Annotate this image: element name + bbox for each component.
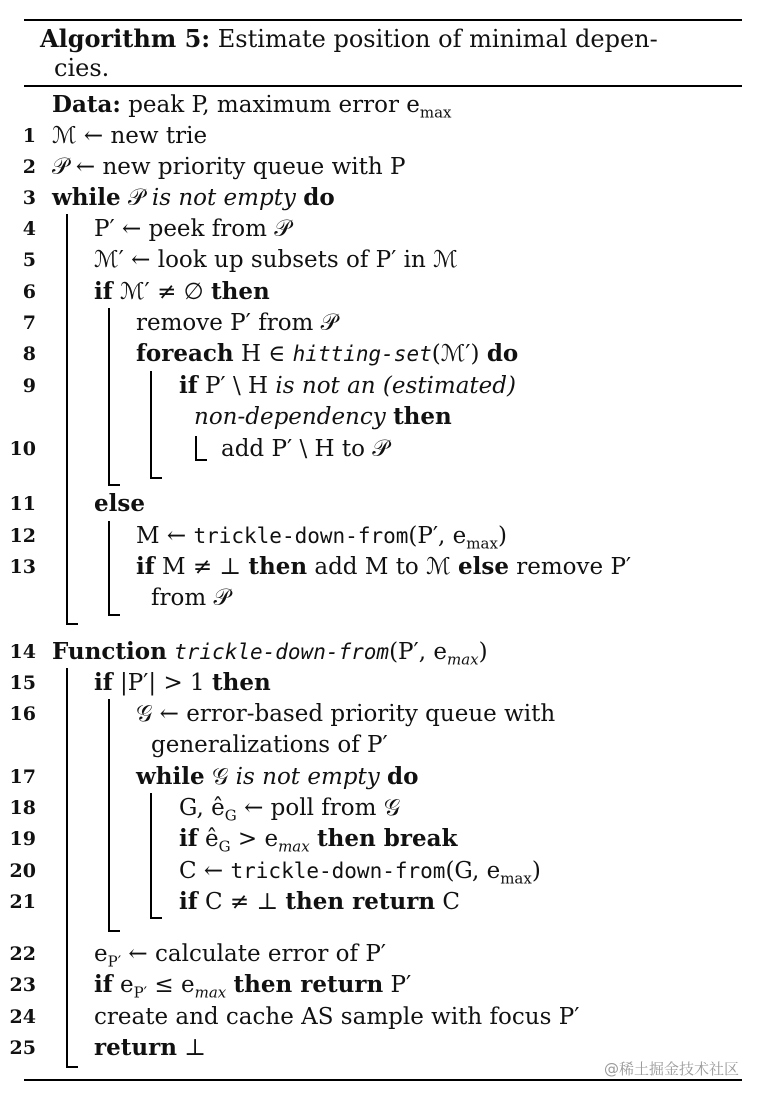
line-number: 1 (22, 125, 36, 147)
line-text: create and cache AS sample with focus P′ (94, 1004, 580, 1030)
keyword: do (486, 340, 519, 367)
keyword: then (212, 669, 271, 696)
foreach-block-bar (150, 371, 152, 478)
line-number: 9 (22, 375, 36, 397)
line-number: 16 (9, 703, 36, 725)
data-sub: max (419, 103, 452, 122)
condition: is not empty (151, 185, 296, 211)
line-number: 18 (9, 797, 36, 819)
expr: ← calculate error of P′ (121, 941, 387, 967)
expr: C ≠ ⊥ (204, 889, 279, 915)
function-name: hitting-set (292, 342, 432, 366)
algorithm-title: Estimate position of minimal depen- (217, 25, 658, 53)
expr: ê (204, 826, 219, 852)
keyword: do (387, 763, 419, 790)
line-number: 11 (9, 493, 36, 515)
expr: ← poll from 𝒢 (236, 795, 401, 821)
expr: 𝒫 (127, 185, 145, 211)
keyword: then (211, 278, 270, 305)
expr: ) (497, 523, 507, 549)
subscript: G (218, 837, 231, 856)
expr: C ← (179, 858, 224, 884)
line-text: from 𝒫 (151, 585, 231, 611)
keyword: then break (317, 825, 458, 852)
caption-rule (24, 85, 742, 87)
expr: ) (478, 639, 488, 665)
keyword: if (179, 372, 198, 399)
expr: ℳ′ ≠ ∅ (119, 279, 204, 305)
keyword: then (393, 403, 452, 430)
line-text: add P′ \ H to 𝒫 (221, 436, 389, 462)
keyword: Function (52, 638, 167, 665)
while-block-bar (66, 214, 68, 624)
keyword: then return (233, 971, 384, 998)
line-text: remove P′ from 𝒫 (136, 310, 338, 336)
keyword: if (94, 669, 113, 696)
bottom-rule (24, 1079, 742, 1081)
subscript: max (466, 534, 498, 553)
line-text: ℳ′ ← look up subsets of P′ in ℳ (94, 247, 458, 273)
keyword: if (94, 278, 113, 305)
expr: ≤ e (147, 972, 195, 998)
algorithm-label: Algorithm 5: (40, 24, 211, 53)
expr: 𝒢 (211, 764, 229, 790)
function-block-bar (66, 668, 68, 1067)
subscript: P′ (133, 983, 148, 1002)
function-name: trickle-down-from (193, 524, 409, 548)
line-number: 24 (9, 1006, 36, 1028)
expr: H ∈ (240, 341, 286, 367)
inner-while-bar (150, 793, 152, 918)
if-block-bar (108, 308, 110, 485)
inner-if-bar (195, 436, 197, 460)
while-block-end (66, 623, 78, 625)
expr: > e (230, 826, 279, 852)
inner-if-end (195, 459, 207, 461)
else-block-bar (108, 521, 110, 615)
keyword: if (94, 971, 113, 998)
expr: |P′| > 1 (119, 670, 205, 696)
expr: (G, e (445, 858, 501, 884)
line-text: ℳ ← new trie (52, 123, 208, 149)
line-number: 2 (22, 156, 36, 178)
function-name: trickle-down-from (174, 640, 390, 664)
line-number: 14 (9, 641, 36, 663)
keyword: else (94, 490, 145, 517)
keyword: while (136, 763, 205, 790)
line-number: 22 (9, 943, 36, 965)
keyword: do (303, 184, 335, 211)
line-number: 5 (22, 249, 36, 271)
top-rule (24, 19, 742, 21)
inner-while-end (150, 917, 162, 919)
line-number: 10 (9, 438, 36, 460)
function-block-end (66, 1066, 78, 1068)
line-text: 𝒢 ← error-based priority queue with (136, 701, 556, 727)
expr: (ℳ′) (431, 341, 480, 367)
expr: P′ \ H (204, 373, 269, 399)
line-number: 4 (22, 218, 36, 240)
keyword: foreach (136, 340, 234, 367)
if-size-block-bar (108, 699, 110, 931)
keyword: else (458, 553, 509, 580)
line-number: 3 (22, 187, 36, 209)
keyword: if (179, 888, 198, 915)
condition: is not an (estimated) (275, 373, 516, 399)
expr: G, ê (179, 795, 225, 821)
line-number: 15 (9, 672, 36, 694)
if-block-end (108, 484, 120, 486)
line-number: 21 (9, 891, 36, 913)
condition: is not empty (235, 764, 380, 790)
expr: (P′, e (408, 523, 467, 549)
condition: non-dependency (194, 404, 386, 430)
expr: e (94, 941, 108, 967)
line-number: 7 (22, 312, 36, 334)
subscript: max (446, 650, 479, 669)
expr: P′ (390, 972, 412, 998)
else-block-end (108, 614, 120, 616)
function-name: trickle-down-from (230, 859, 446, 883)
line-number: 13 (9, 556, 36, 578)
data-keyword: Data: (52, 91, 121, 118)
expr: remove P′ (516, 554, 632, 580)
keyword: if (136, 553, 155, 580)
line-text: P′ ← peek from 𝒫 (94, 216, 291, 242)
foreach-block-end (150, 477, 162, 479)
expr: M ← (136, 523, 187, 549)
algorithm-caption (40, 24, 730, 83)
algorithm-title-cont: cies. (54, 54, 110, 82)
subscript: max (500, 869, 532, 888)
expr: ⊥ (184, 1035, 206, 1061)
data-text: peak P, maximum error e (128, 92, 420, 118)
line-text: generalizations of P′ (151, 732, 388, 758)
subscript: P′ (107, 952, 122, 971)
line-number: 25 (9, 1037, 36, 1059)
line-number: 20 (9, 860, 36, 882)
expr: (P′, e (389, 639, 447, 665)
line-number: 17 (9, 766, 36, 788)
expr: add M to ℳ (314, 554, 451, 580)
keyword: return (94, 1034, 177, 1061)
expr: C (442, 889, 460, 915)
if-size-block-end (108, 930, 120, 932)
subscript: max (194, 983, 227, 1002)
subscript: G (224, 806, 237, 825)
keyword: then return (285, 888, 436, 915)
line-number: 6 (22, 281, 36, 303)
line-text: 𝒫 ← new priority queue with P (52, 154, 406, 180)
keyword: while (52, 184, 121, 211)
watermark: @稀土掘金技术社区 (603, 1060, 739, 1078)
line-number: 19 (9, 828, 36, 850)
keyword: if (179, 825, 198, 852)
subscript: max (278, 837, 310, 856)
keyword: then (248, 553, 308, 580)
expr: M ≠ ⊥ (161, 554, 242, 580)
line-number: 23 (9, 974, 36, 996)
line-number: 12 (9, 525, 36, 547)
expr: ) (531, 858, 541, 884)
line-number: 8 (22, 343, 36, 365)
expr: e (119, 972, 134, 998)
